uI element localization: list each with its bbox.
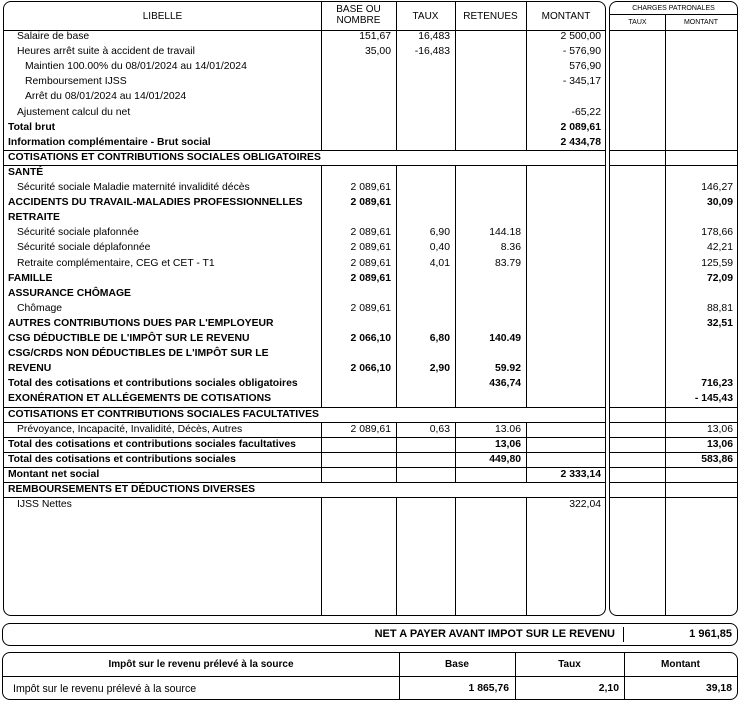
charges-patronales-table	[609, 1, 738, 616]
row-retenues: 436,74	[489, 378, 521, 390]
table-row	[4, 29, 605, 44]
charges-row	[610, 150, 737, 165]
table-row	[4, 407, 605, 422]
charges-row	[610, 59, 737, 74]
row-libelle: REVENU	[8, 363, 52, 375]
charges-row	[610, 422, 737, 437]
table-row	[4, 120, 605, 135]
header-charges-patronales: CHARGES PATRONALES	[632, 5, 715, 12]
row-libelle: CSG DÉDUCTIBLE DE L'IMPÔT SUR LE REVENU	[8, 333, 250, 344]
charges-montant: 42,21	[706, 242, 733, 254]
row-libelle: REMBOURSEMENTS ET DÉDUCTIONS DIVERSES	[8, 484, 256, 495]
charges-montant: 716,23	[701, 378, 733, 390]
table-row	[4, 376, 605, 391]
row-taux: 2,90	[429, 363, 450, 375]
impot-header-montant: Montant	[661, 659, 700, 670]
charges-row	[610, 497, 737, 512]
row-taux: 6,90	[429, 227, 450, 239]
row-libelle: FAMILLE	[8, 272, 53, 284]
table-row	[4, 331, 605, 346]
table-row	[4, 301, 605, 316]
table-row	[4, 316, 605, 331]
impot-label: Impôt sur le revenu prélevé à la source	[13, 683, 197, 695]
net-a-payer-value: 1 961,85	[689, 628, 732, 640]
row-libelle: Sécurité sociale Maladie maternité invalidité décès	[17, 182, 250, 193]
net-a-payer-label: NET A PAYER AVANT IMPOT SUR LE REVENU	[374, 628, 615, 640]
header-base-line1: BASE OU	[336, 4, 381, 15]
row-libelle: SANTÉ	[8, 166, 44, 178]
row-libelle: EXONÉRATION ET ALLÉGEMENTS DE COTISATIONS	[8, 393, 272, 405]
row-retenues: 13,06	[494, 438, 521, 450]
row-libelle: Total brut	[8, 121, 56, 133]
charges-row	[610, 316, 737, 331]
row-libelle: Ajustement calcul du net	[17, 106, 131, 118]
impot-taux: 2,10	[598, 683, 619, 694]
row-retenues: 144.18	[489, 227, 521, 239]
row-montant: - 576,90	[562, 46, 601, 58]
row-libelle: Salaire de base	[17, 31, 90, 42]
row-base: 2 089,61	[350, 197, 391, 209]
charges-row	[610, 256, 737, 271]
row-taux: -16,483	[414, 46, 450, 58]
charges-montant: - 145,43	[694, 393, 733, 405]
charges-row	[610, 467, 737, 482]
header-taux: TAUX	[412, 11, 439, 22]
row-montant: 576,90	[569, 61, 601, 73]
table-row	[4, 482, 605, 497]
row-libelle: Total des cotisations et contributions sociales	[8, 453, 236, 465]
table-row	[4, 452, 605, 467]
header-montant: MONTANT	[541, 11, 591, 22]
row-libelle: Arrêt du 08/01/2024 au 14/01/2024	[25, 91, 187, 103]
charges-row	[610, 437, 737, 452]
table-row	[4, 286, 605, 301]
impot-montant: 39,18	[705, 683, 732, 694]
row-libelle: RETRAITE	[8, 212, 60, 224]
table-row	[4, 165, 605, 180]
table-row	[4, 256, 605, 271]
charges-row	[610, 210, 737, 225]
row-base: 2 066,10	[350, 333, 391, 344]
table-row	[4, 391, 605, 406]
header-libelle: LIBELLE	[142, 11, 183, 22]
charges-row	[610, 165, 737, 180]
row-base: 35,00	[364, 46, 391, 58]
net-a-payer-box	[2, 623, 738, 646]
row-libelle: Total des cotisations et contributions sociales obligatoires	[8, 378, 298, 390]
charges-row	[610, 180, 737, 195]
table-row	[4, 135, 605, 150]
charges-row	[610, 105, 737, 120]
charges-row	[610, 331, 737, 346]
table-row	[4, 361, 605, 376]
row-libelle: Chômage	[17, 302, 63, 314]
row-libelle: Heures arrêt suite à accident de travail	[17, 46, 195, 58]
impot-header-base: Base	[445, 659, 469, 670]
span-row-mask	[321, 408, 606, 422]
charges-row	[610, 120, 737, 135]
span-row-mask	[321, 483, 606, 497]
table-row	[4, 210, 605, 225]
table-row	[4, 89, 605, 104]
table-row	[4, 195, 605, 210]
row-libelle: Prévoyance, Incapacité, Invalidité, Décès, Autres	[17, 423, 243, 435]
table-row	[4, 59, 605, 74]
row-montant: 322,04	[569, 499, 601, 511]
table-row	[4, 271, 605, 286]
row-libelle: Montant net social	[8, 468, 100, 480]
row-taux: 6,80	[429, 333, 450, 344]
charges-row	[610, 225, 737, 240]
row-libelle: ASSURANCE CHÔMAGE	[8, 287, 131, 299]
table-row	[4, 467, 605, 482]
row-montant: 2 089,61	[560, 121, 601, 133]
table-row	[4, 74, 605, 89]
charges-row	[610, 271, 737, 286]
row-libelle: Maintien 100.00% du 08/01/2024 au 14/01/2024	[25, 61, 247, 73]
row-retenues: 449,80	[489, 453, 521, 465]
table-row	[4, 240, 605, 255]
charges-row	[610, 361, 737, 376]
table-row	[4, 437, 605, 452]
header-retenues: RETENUES	[463, 11, 518, 22]
table-row	[4, 497, 605, 512]
row-retenues: 13.06	[494, 423, 521, 435]
row-taux: 16,483	[418, 31, 450, 42]
header-base	[321, 4, 396, 26]
header-charges-montant: MONTANT	[683, 19, 719, 26]
charges-montant: 13,06	[706, 438, 733, 450]
row-montant: 2 333,14	[560, 468, 601, 480]
span-row-mask	[321, 151, 606, 165]
charges-montant: 13,06	[706, 423, 733, 435]
table-row	[4, 105, 605, 120]
row-libelle: CSG/CRDS NON DÉDUCTIBLES DE L'IMPÔT SUR LE	[8, 348, 269, 360]
table-row	[4, 180, 605, 195]
charges-row	[610, 135, 737, 150]
row-libelle: COTISATIONS ET CONTRIBUTIONS SOCIALES OBLIGATOIRES	[8, 151, 321, 163]
charges-montant: 72,09	[706, 272, 733, 284]
row-taux: 4,01	[429, 257, 450, 269]
row-libelle: Information complémentaire - Brut social	[8, 136, 211, 148]
row-retenues: 59.92	[494, 363, 521, 375]
row-base: 2 089,61	[350, 182, 391, 193]
row-libelle: Remboursement IJSS	[25, 76, 127, 88]
row-montant: -65,22	[571, 106, 601, 118]
payslip-main-table	[3, 1, 606, 616]
charges-montant: 32,51	[706, 317, 733, 329]
row-base: 2 089,61	[350, 257, 391, 269]
charges-montant: 125,59	[701, 257, 733, 269]
charges-row	[610, 195, 737, 210]
impot-header-label: Impôt sur le revenu prélevé à la source	[108, 659, 294, 670]
charges-row	[610, 29, 737, 44]
row-libelle: Sécurité sociale déplafonnée	[17, 242, 151, 254]
row-libelle: AUTRES CONTRIBUTIONS DUES PAR L'EMPLOYEUR	[8, 317, 274, 329]
row-taux: 0,63	[429, 423, 450, 435]
charges-montant: 583,86	[701, 453, 733, 465]
row-base: 2 089,61	[350, 423, 391, 435]
row-montant: - 345,17	[562, 76, 601, 88]
header-base-line2: NOMBRE	[336, 15, 381, 26]
charges-row	[610, 240, 737, 255]
row-montant: 2 434,78	[560, 136, 601, 148]
charges-row	[610, 74, 737, 89]
charges-row	[610, 407, 737, 422]
table-row	[4, 150, 605, 165]
table-row	[4, 44, 605, 59]
row-taux: 0,40	[429, 242, 450, 254]
row-libelle: Sécurité sociale plafonnée	[17, 227, 139, 239]
row-libelle: Retraite complémentaire, CEG et CET - T1	[17, 257, 215, 269]
table-row	[4, 346, 605, 361]
row-retenues: 8.36	[500, 242, 521, 254]
charges-montant: 30,09	[706, 197, 733, 209]
charges-row	[610, 286, 737, 301]
impot-header-taux: Taux	[558, 659, 581, 670]
charges-row	[610, 301, 737, 316]
charges-row	[610, 346, 737, 361]
charges-montant: 88,81	[706, 302, 733, 314]
impot-base: 1 865,76	[468, 683, 509, 694]
row-libelle: Total des cotisations et contributions sociales facultatives	[8, 438, 296, 450]
charges-montant: 178,66	[701, 227, 733, 239]
row-retenues: 140.49	[489, 333, 521, 344]
row-retenues: 83.79	[494, 257, 521, 269]
row-base: 2 089,61	[350, 302, 391, 314]
charges-row	[610, 89, 737, 104]
impot-source-box	[2, 652, 738, 700]
row-libelle: COTISATIONS ET CONTRIBUTIONS SOCIALES FACULTATIVES	[8, 408, 319, 420]
charges-row	[610, 376, 737, 391]
row-libelle: IJSS Nettes	[17, 499, 72, 511]
table-row	[4, 422, 605, 437]
header-charges-taux: TAUX	[628, 19, 647, 26]
charges-montant: 146,27	[701, 182, 733, 193]
row-base: 2 066,10	[350, 363, 391, 375]
charges-row	[610, 452, 737, 467]
row-libelle: ACCIDENTS DU TRAVAIL-MALADIES PROFESSIONNELLES	[8, 197, 303, 209]
row-montant: 2 500,00	[560, 31, 601, 42]
row-base: 2 089,61	[350, 272, 391, 284]
charges-row	[610, 482, 737, 497]
charges-row	[610, 44, 737, 59]
charges-row	[610, 391, 737, 406]
table-row	[4, 225, 605, 240]
row-base: 151,67	[359, 31, 391, 42]
row-base: 2 089,61	[350, 227, 391, 239]
row-base: 2 089,61	[350, 242, 391, 254]
